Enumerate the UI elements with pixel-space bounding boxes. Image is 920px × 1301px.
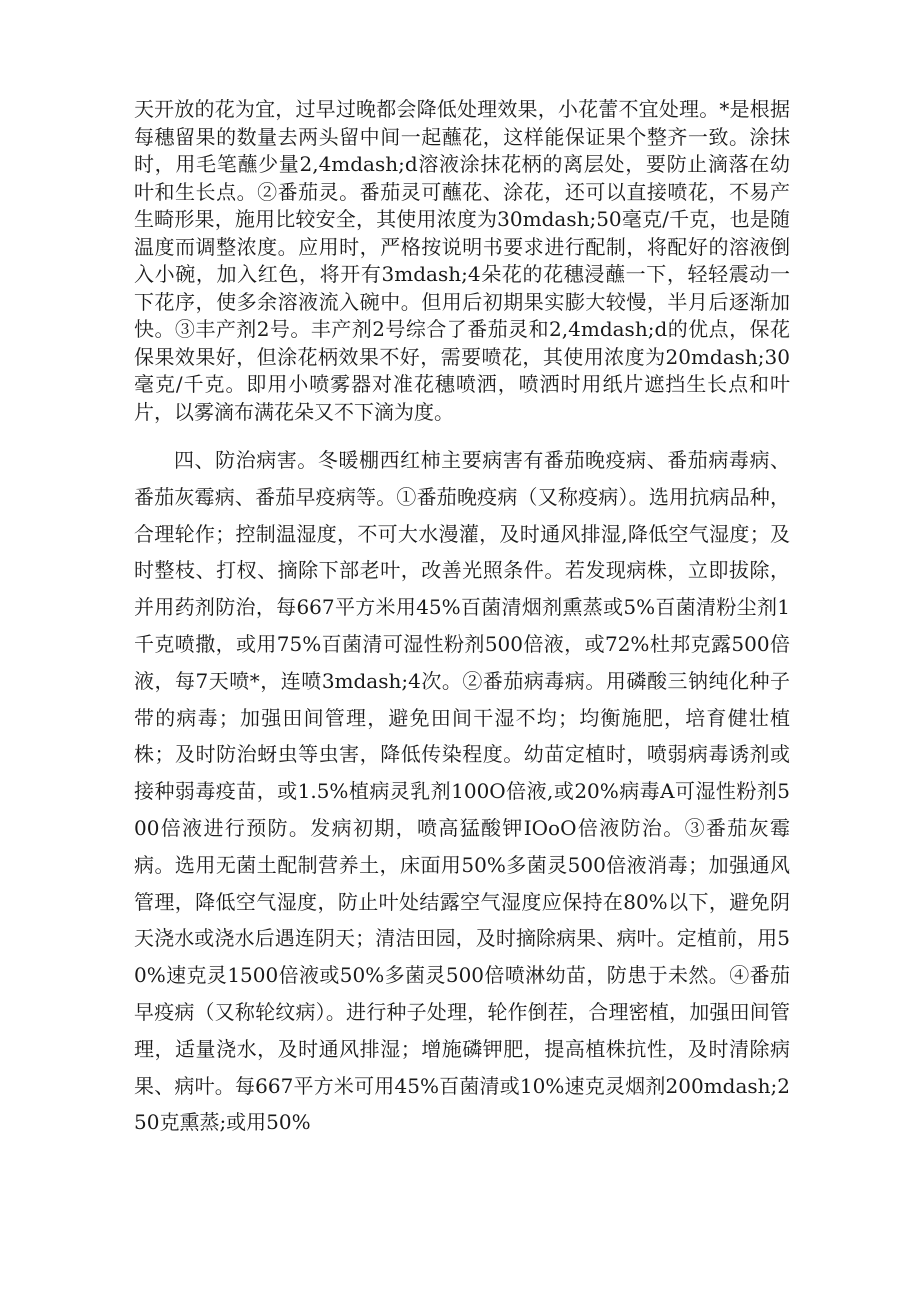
- document-body: [134, 96, 790, 1141]
- paragraph-pollination-treatment: 天开放的花为宜，过早过晚都会降低处理效果，小花蕾不宜处理。*是根据每穗留果的数量去两头留中间一起蘸花，这样能保证果个整齐一致。涂抹时，用毛笔蘸少量2,4mdash;d溶液涂抹花柄的离层处，要防止滴落在幼叶和生长点。②番茄灵。番茄灵可蘸花、涂花，还可以直接喷花，不易产生畸形果，施用比较安全，其使用浓度为30mdash;50毫克/千克，也是随温度而调整浓度。应用时，严格按说明书要求进行配制，将配好的溶液倒入小碗，加入红色，将开有3mdash;4朵花的花穗浸蘸一下，轻轻震动一下花序，使多余溶液流入碗中。但用后初期果实膨大较慢，半月后逐渐加快。③丰产剂2号。丰产剂2号综合了番茄灵和2,4mdash;d的优点，保花保果效果好，但涂花柄效果不好，需要喷花，其使用浓度为20mdash;30毫克/千克。即用小喷雾器对准花穗喷洒，喷洒时用纸片遮挡生长点和叶片，以雾滴布满花朵又不下滴为度。: [134, 97, 790, 424]
- paragraph-disease-control: 四、防治病害。冬暖棚西红柿主要病害有番茄晚疫病、番茄病毒病、番茄灰霉病、番茄早疫病等。①番茄晚疫病（又称疫病）。选用抗病品种，合理轮作；控制温湿度，不可大水漫灌，及时通风排湿,降低空气湿度；及时整枝、打杈、摘除下部老叶，改善光照条件。若发现病株，立即拔除，并用药剂防治，每667平方米用45%百菌清烟剂熏蒸或5%百菌清粉尘剂1千克喷撒，或用75%百菌清可湿性粉剂500倍液，或72%杜邦克露500倍液，每7天喷*，连喷3mdash;4次。②番茄病毒病。用磷酸三钠纯化种子带的病毒；加强田间管理，避免田间干湿不均；均衡施肥，培育健壮植株；及时防治蚜虫等虫害，降低传染程度。幼苗定植时，喷弱病毒诱剂或接种弱毒疫苗，或1.5%植病灵乳剂100O倍液,或20%病毒A可湿性粉剂500倍液进行预防。发病初期，喷高猛酸钾IOoO倍液防治。③番茄灰霉病。选用无菌土配制营养土，床面用50%多菌灵500倍液消毒；加强通风管理，降低空气湿度，防止叶处结露空气湿度应保持在80%以下，避免阴天浇水或浇水后遇连阴天；清洁田园，及时摘除病果、病叶。定植前，用50%速克灵1500倍液或50%多菌灵500倍喷淋幼苗，防患于未然。④番茄早疫病（又称轮纹病）。进行种子处理，轮作倒茬，合理密植，加强田间管理，适量浇水，及时通风排湿；增施磷钾肥，提高植株抗性，及时清除病果、病叶。每667平方米可用45%百菌清或10%速克灵烟剂200mdash;250克熏蒸;或用50%: [134, 448, 790, 1135]
